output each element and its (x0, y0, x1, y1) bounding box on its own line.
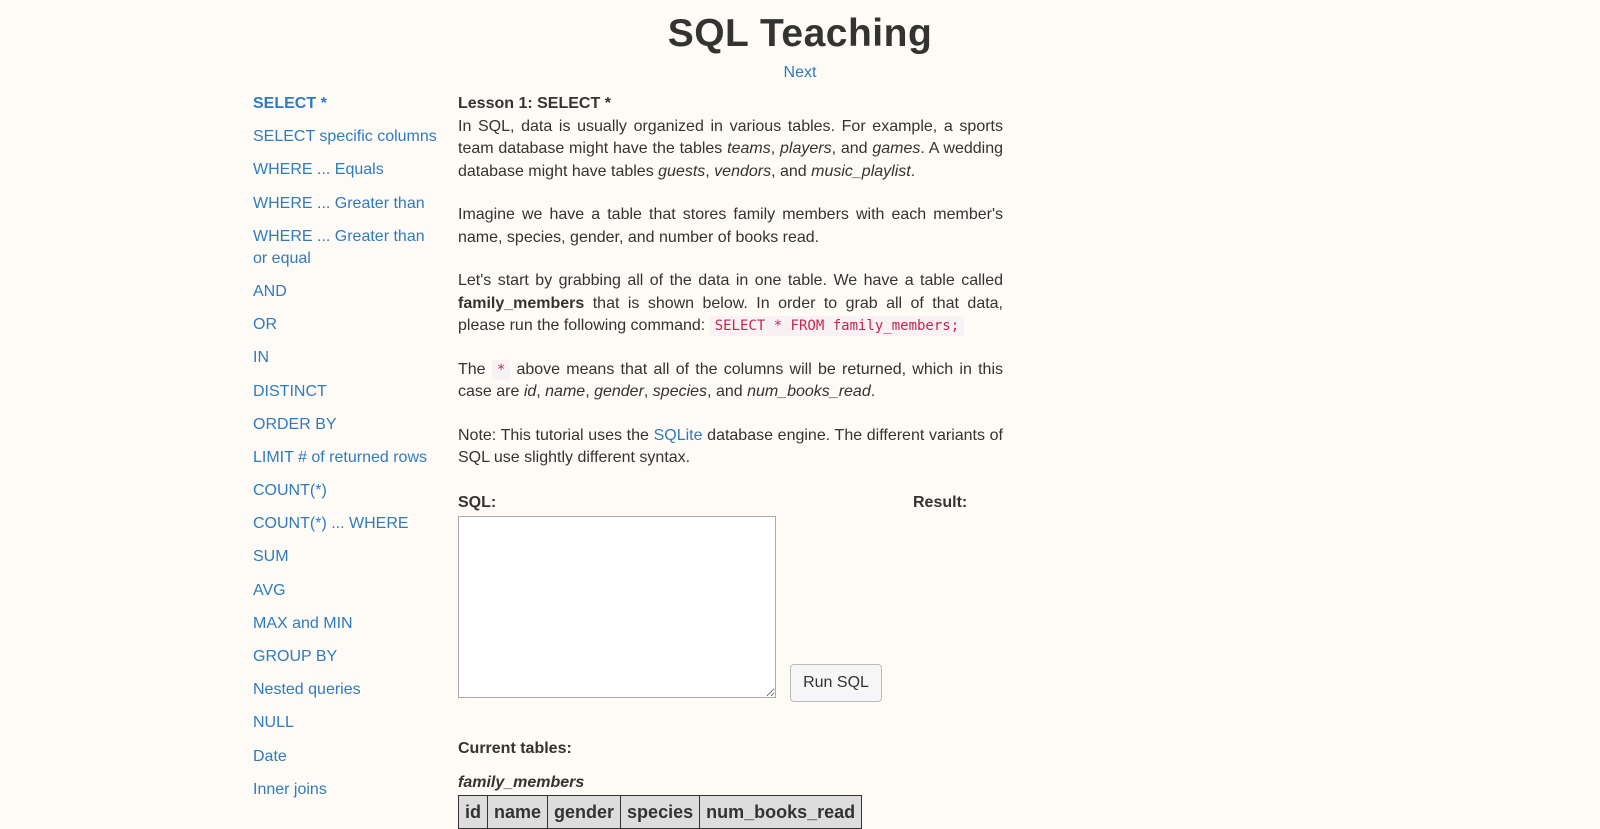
sidebar-link-nested-queries[interactable]: Nested queries (253, 681, 361, 699)
table-name: family_members (458, 774, 585, 791)
sql-input[interactable] (458, 516, 776, 698)
sidebar-item (253, 314, 443, 336)
sidebar-item (253, 193, 443, 215)
result-label: Result: (913, 494, 968, 511)
sidebar-item (253, 513, 443, 535)
sidebar-item (253, 480, 443, 502)
sidebar-link-max-min[interactable]: MAX and MIN (253, 614, 353, 632)
sqlite-link[interactable]: SQLite (653, 426, 703, 444)
sidebar-link-in[interactable]: IN (253, 349, 269, 367)
sidebar-item (253, 746, 443, 768)
sidebar-item (253, 414, 443, 436)
column-header-id: id (459, 796, 488, 829)
run-sql-button[interactable]: Run SQL (790, 664, 882, 702)
sql-label: SQL: (458, 494, 497, 511)
sidebar-link-select-all[interactable]: SELECT * (253, 95, 327, 112)
sidebar-item (253, 347, 443, 369)
sidebar-item (253, 126, 443, 148)
lesson-paragraph-intro: In SQL, data is usually organized in various tables. For example, a sports team database might have the tables teams, players, and games. A wedding database might have tables guests, vendors, and music_playlist. (458, 117, 1004, 180)
column-header-name: name (488, 796, 548, 829)
sidebar-link-distinct[interactable]: DISTINCT (253, 382, 327, 400)
sidebar-link-limit[interactable]: LIMIT # of returned rows (253, 448, 427, 466)
sidebar-link-inner-joins[interactable]: Inner joins (253, 780, 327, 798)
sidebar-link-null[interactable]: NULL (253, 714, 294, 732)
sidebar-link-sum[interactable]: SUM (253, 548, 289, 566)
sidebar-link-or[interactable]: OR (253, 316, 277, 334)
sidebar-item (253, 93, 443, 115)
family-members-table (458, 795, 862, 829)
sidebar-link-select-specific-columns[interactable]: SELECT specific columns (253, 128, 437, 146)
sidebar-link-date[interactable]: Date (253, 747, 287, 765)
lesson-content (458, 93, 1003, 491)
sidebar-item (253, 281, 443, 303)
sidebar-item (253, 613, 443, 635)
sidebar-item (253, 712, 443, 734)
sidebar-item (253, 646, 443, 668)
sidebar-link-count-where[interactable]: COUNT(*) ... WHERE (253, 515, 409, 533)
sidebar-item (253, 779, 443, 801)
sidebar-link-where-greater-equal[interactable]: WHERE ... Greater than or equal (253, 227, 425, 267)
next-link[interactable]: Next (783, 64, 817, 81)
sidebar-item (253, 447, 443, 469)
sidebar-item (253, 226, 443, 270)
sidebar-link-where-equals[interactable]: WHERE ... Equals (253, 161, 384, 179)
command-code: SELECT * FROM family_members; (710, 316, 964, 336)
sidebar-item (253, 580, 443, 602)
sidebar-item (253, 381, 443, 403)
column-header-species: species (621, 796, 700, 829)
lesson-paragraph-note: Note: This tutorial uses the SQLite database engine. The different variants of SQL use slightly different syntax. (458, 426, 1004, 466)
lesson-sidebar (253, 93, 443, 812)
column-header-gender: gender (548, 796, 621, 829)
table-header-row (459, 796, 862, 829)
sidebar-link-avg[interactable]: AVG (253, 581, 286, 599)
sidebar-link-order-by[interactable]: ORDER BY (253, 415, 337, 433)
lesson-paragraph-star: The * above means that all of the columns will be returned, which in this case are id, name, gender, species, and num_books_read. (458, 360, 1004, 400)
column-header-num-books-read: num_books_read (700, 796, 862, 829)
sidebar-link-count[interactable]: COUNT(*) (253, 482, 327, 500)
sidebar-link-and[interactable]: AND (253, 282, 287, 300)
sidebar-link-where-greater-than[interactable]: WHERE ... Greater than (253, 194, 425, 212)
lesson-paragraph-instructions: Let's start by grabbing all of the data in one table. We have a table called family_members that is shown below. In order to grab all of that data, please run the following command: SELECT * FROM family_members; (458, 272, 1003, 334)
sidebar-link-group-by[interactable]: GROUP BY (253, 648, 338, 665)
sidebar-item (253, 159, 443, 181)
lesson-title: Lesson 1: SELECT * (458, 95, 611, 112)
current-tables-label: Current tables: (458, 740, 572, 757)
page-title: SQL Teaching (667, 12, 933, 55)
sidebar-item (253, 546, 443, 568)
star-code: * (492, 360, 510, 380)
sidebar-item (253, 679, 443, 701)
lesson-paragraph-imagine: Imagine we have a table that stores family members with each member's name, species, gender, and number of books read. (458, 206, 1003, 246)
